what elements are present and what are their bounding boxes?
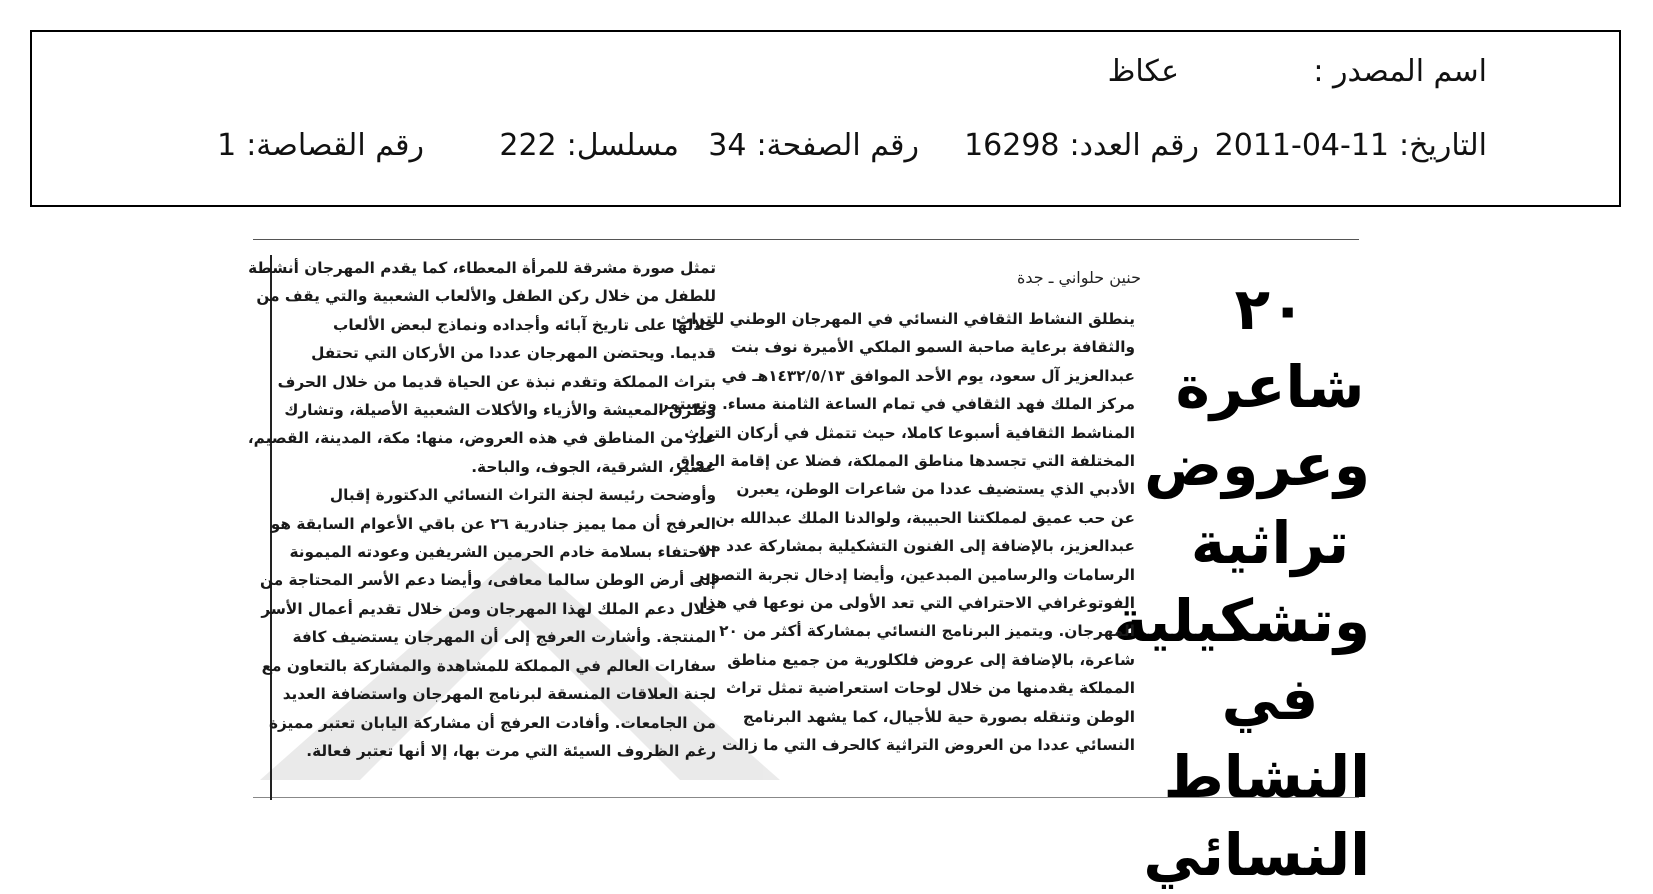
source-value-group	[1108, 54, 1179, 89]
article-column-left	[247, 254, 716, 765]
headline-line: وعروض	[1144, 431, 1370, 499]
text-line: رغم الظروف السيئة التي مرت بها، إلا أنها تعتبر فعالة.	[306, 741, 716, 760]
metadata-box	[30, 30, 1621, 207]
text-line: عبدالعزيز آل سعود، يوم الأحد الموافق ١٤٣٢/٥/١٣هـ في	[721, 366, 1135, 385]
text-line: النسائي عددا من العروض التراثية كالحرف التي ما زالت	[721, 736, 1135, 755]
serial-label: مسلسل:	[566, 128, 679, 163]
serial-group	[499, 128, 679, 163]
text-line: إلى أرض الوطن سالما معافى، وأيضا دعم الأسر المحتاجة من	[259, 571, 716, 590]
text-line: المختلفة التي تجسدها مناطق المملكة، فضلا عن إقامة الرواق	[676, 452, 1135, 471]
text-line: قديما. ويحتضن المهرجان عددا من الأركان التي تحتفل	[311, 344, 716, 363]
text-line: المهرجان. ويتميز البرنامج النسائي بمشاركة أكثر من ٢٠	[719, 622, 1135, 641]
text-line: الوطن وتنقله بصورة حية للأجيال، كما يشهد البرنامج	[742, 707, 1135, 726]
source-label-group	[1313, 54, 1487, 89]
headline-line: ٢٠ شاعرة	[1175, 275, 1365, 421]
text-line: الاحتفاء بسلامة خادم الحرمين الشريفين وعودته الميمونة	[289, 543, 716, 562]
text-line: وطرق المعيشة والأزياء والأكلات الشعبية الأصيلة، وتشارك	[284, 401, 716, 420]
headline-line: في النشاط	[1163, 665, 1370, 811]
text-line: عبدالعزيز، بالإضافة إلى الفنون التشكيلية بمشاركة عدد من	[697, 537, 1135, 556]
date-group	[1215, 128, 1487, 163]
text-line: المناشط الثقافية أسبوعا كاملا، حيث تتمثل في أركان التراث	[684, 423, 1135, 442]
page-label: رقم الصفحة:	[756, 128, 919, 163]
headline-line: تراثية	[1190, 509, 1350, 577]
text-line: للطفل من خلال ركن الطفل والألعاب الشعبية والتي يقف من	[256, 287, 716, 306]
article-top-rule	[253, 239, 1359, 240]
text-line: المملكة يقدمنها من خلال لوحات استعراضية تمثل تراث	[726, 679, 1135, 698]
text-line: مركز الملك فهد الثقافي في تمام الساعة الثامنة مساء. وتستمر	[659, 395, 1135, 414]
text-line: عن حب عميق لمملكتنا الحبيبة، ولوالدنا الملك عبدالله بن	[715, 508, 1135, 527]
text-line: الفوتوغرافي الاحترافي التي تعد الأولى من نوعها في هذا	[702, 594, 1135, 613]
text-line: الأدبي الذي يستضيف عددا من شاعرات الوطن، يعبرن	[736, 480, 1135, 499]
page-value: 34	[708, 128, 747, 163]
date-value: 2011-04-11	[1214, 128, 1390, 163]
text-line: ينطلق النشاط الثقافي النسائي في المهرجان الوطني للتراث	[675, 310, 1135, 328]
text-line: والثقافة برعاية صاحبة السمو الملكي الأميرة نوف بنت	[730, 338, 1135, 357]
text-line: خلال دعم الملك لهذا المهرجان ومن خلال تقديم أعمال الأسر	[261, 599, 716, 618]
text-line: عسير، الشرقية، الجوف، والباحة.	[471, 457, 716, 476]
text-line: خلالها على تاريخ آبائه وأجداده ونماذج لبعض الألعاب	[333, 315, 716, 334]
text-line: شاعرة، بالإضافة إلى عروض فلكلورية من جميع مناطق	[727, 650, 1135, 669]
source-value: عكاظ	[1107, 54, 1179, 89]
text-line: العرفج أن مما يميز جنادرية ٢٦ عن باقي الأعوام السابقة هو	[270, 514, 716, 533]
issue-group	[964, 128, 1199, 163]
article-column-right	[659, 305, 1135, 760]
headline-line: وتشكيلية	[1113, 587, 1370, 655]
text-line: المنتجة. وأشارت العرفج إلى أن المهرجان يستضيف كافة	[292, 628, 716, 647]
page-group	[708, 128, 919, 163]
text-line: سفارات العالم في المملكة للمشاهدة والمشاركة بالتعاون مع	[261, 656, 716, 675]
text-line: الرسامات والرسامين المبدعين، وأيضا إدخال تجربة التصوير	[695, 565, 1135, 584]
clip-group	[217, 128, 424, 163]
clip-label: رقم القصاصة:	[246, 128, 424, 163]
text-line: تمثل صورة مشرقة للمرأة المعطاء، كما يقدم المهرجان أنشطة	[248, 259, 716, 277]
text-line: من الجامعات. وأفادت العرفج أن مشاركة اليابان تعتبر مميزة	[268, 713, 716, 732]
article-headline	[1113, 270, 1370, 894]
text-line: بتراث المملكة وتقدم نبذة عن الحياة قديما من خلال الحرف	[277, 372, 716, 391]
article-byline: حنين حلواني ـ جدة	[1016, 268, 1141, 287]
headline-line: النسائي	[1143, 821, 1370, 889]
clip-value: 1	[217, 128, 237, 163]
issue-label: رقم العدد:	[1069, 128, 1199, 163]
text-line: عدد من المناطق في هذه العروض، منها: مكة، المدينة، القصيم،	[247, 429, 716, 448]
source-label: اسم المصدر :	[1313, 54, 1487, 89]
text-line: وأوضحت رئيسة لجنة التراث النسائي الدكتورة إقبال	[329, 486, 716, 505]
text-line: لجنة العلاقات المنسقة لبرنامج المهرجان واستضافة العديد	[282, 685, 716, 704]
issue-value: 16298	[964, 128, 1060, 163]
serial-value: 222	[499, 128, 557, 163]
date-label: التاريخ:	[1399, 128, 1487, 163]
